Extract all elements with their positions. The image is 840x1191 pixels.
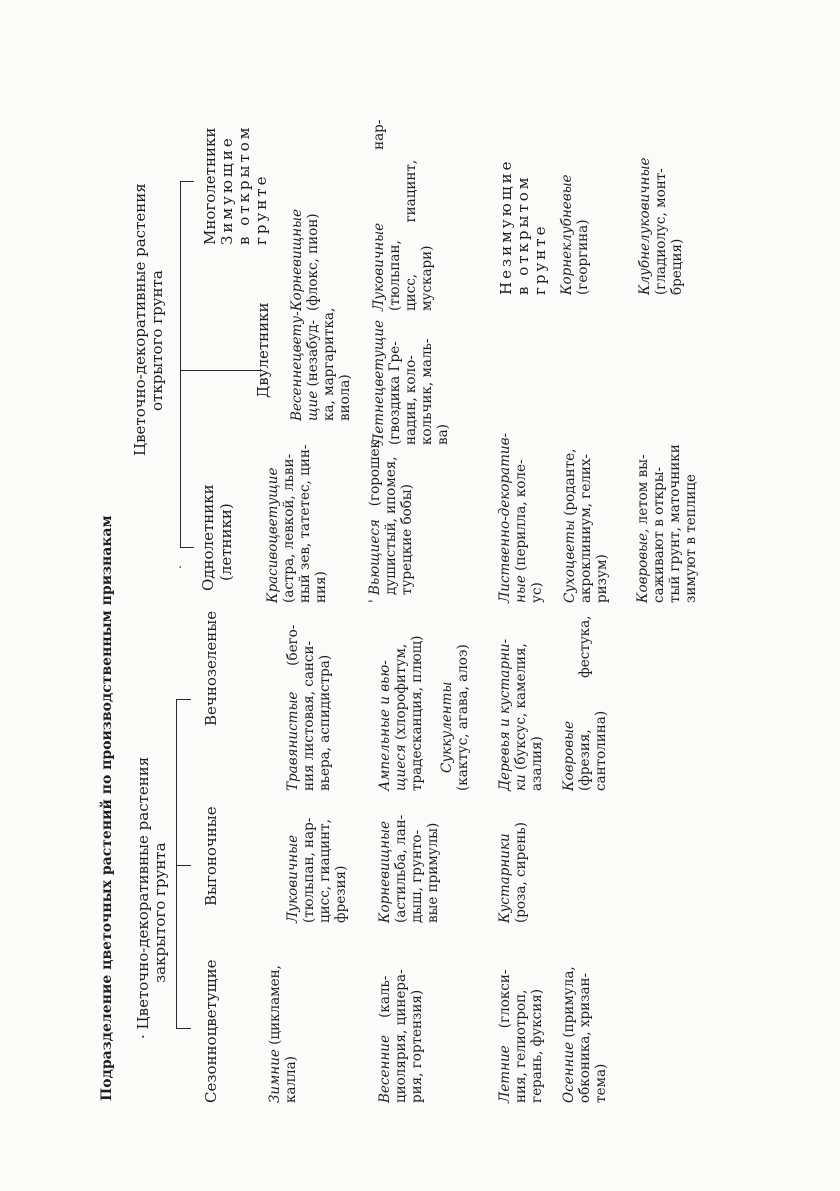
evergreen-ampel-type2: щиеся: [393, 744, 409, 791]
seasonal-spring-line3: рия, гортензия): [409, 989, 425, 1103]
biennials-summer-line3: надин, коло-: [403, 355, 419, 445]
perennials-rhizome-line1: [290, 209, 306, 311]
annuals-beautiful-line3: ный зев, татетес, цин-: [297, 444, 313, 603]
seasonal-winter-line1: [268, 965, 284, 1103]
quote-mark: ': [367, 594, 383, 603]
annuals-climbing-type: Вьющиеся: [367, 519, 383, 595]
bullet-mark: ·: [134, 1029, 152, 1039]
seasonal-autumn-line2: обконика, хризан-: [577, 972, 593, 1103]
evergreen-trees-type2: ки: [513, 774, 529, 791]
evergreen-herb-line1: [286, 625, 302, 791]
perennials-bulbotuberous-line2: (гладиолус, монт-: [653, 168, 669, 295]
annuals-climbing-line1: [368, 440, 384, 603]
seasonal-winter-type: Зимние: [267, 1049, 283, 1103]
biennials-summer-line2: (гвоздика Гре-: [387, 341, 403, 445]
perennials-rhizome-line2: (флокс, пион): [305, 213, 321, 311]
perennials-bulbous-l1: нар-: [371, 119, 387, 150]
perennials-bulbous-line2: (тюльпан,: [387, 240, 403, 311]
col-annuals-title: Однолетники: [199, 484, 217, 591]
evergreen-trees-line1: [498, 639, 514, 791]
annuals-foliage-l1: (перилла, коле-: [513, 459, 529, 571]
biennials-summer-line5: ва): [435, 424, 451, 445]
perennials-bulbous-l3: цисс,: [403, 273, 419, 311]
seasonal-summer-type: Летние: [497, 1045, 513, 1103]
evergreen-herb-line2: ния листовая, санси-: [301, 640, 317, 791]
evergreen-ampel-line2: [394, 644, 410, 791]
seasonal-summer-line1: [498, 970, 514, 1103]
closed-header-line1: Цветочно-декоративные растения: [134, 756, 152, 1030]
page-title: Подразделение цветочных растений по производственным признакам: [99, 515, 115, 1101]
perennials-bulbous-line3: [404, 160, 420, 311]
annuals-dried-type: Сухоцветы: [562, 520, 578, 603]
col-seasonal-title: Сезонноцветущие: [202, 959, 220, 1103]
annuals-carpet-line2: саживают в откры-: [651, 466, 667, 603]
biennials-spring-line3: ка, маргаритка,: [321, 307, 337, 421]
perennials-bulbotuberous-type: Клубнелуковичные: [637, 157, 653, 295]
evergreen-ampel-l1: (хлорофитум,: [393, 643, 409, 740]
perennials-bulbous-l3b: гиацинт,: [403, 159, 419, 223]
evergreen-trees-line3: азалия): [529, 736, 545, 791]
forcing-rhizome-line1: [378, 821, 394, 923]
evergreen-carpet-line1: [562, 721, 578, 791]
closed-bracket-tick: [176, 1028, 191, 1029]
evergreen-herb-type: Травянистые: [285, 691, 301, 791]
forcing-shrubs-type: Кустарники: [497, 833, 513, 923]
perennials-wintering-l2: в открытом: [235, 124, 253, 245]
perennials-bulbous-line4: мускари): [419, 245, 435, 311]
perennials-bulbotuberous-line3: бреция): [669, 238, 685, 295]
evergreen-trees-type: Деревья и кустарни-: [497, 638, 513, 791]
evergreen-herb-l1: (бего-: [285, 624, 301, 666]
perennials-wintering-l3: грунте: [252, 173, 270, 245]
open-bracket-line: [180, 181, 181, 548]
closed-bracket-tick: [176, 865, 191, 866]
seasonal-spring-l1: (каль-: [377, 975, 393, 1018]
seasonal-winter-l1: (цикламен,: [267, 965, 283, 1045]
annuals-beautiful-line4: ния): [313, 571, 329, 603]
perennials-bulbous-type: Луковичные: [371, 222, 387, 311]
annuals-carpet-l1: летом вы-: [635, 454, 651, 525]
col-perennials-title: Многолетники: [201, 127, 219, 245]
forcing-bulbous-line1: [286, 835, 302, 923]
forcing-rhizome-type: Корневищные: [377, 820, 393, 923]
annuals-dried-line1: [563, 449, 579, 603]
perennials-bulbous-line1: [372, 120, 388, 311]
biennials-spring-line1: [290, 311, 306, 421]
biennials-spring-type2: щие: [305, 390, 321, 421]
evergreen-succulents-line2: (кактус, агава, алоэ): [455, 644, 471, 791]
annuals-climbing-line3: турецкие бобы): [399, 484, 415, 595]
seasonal-winter-line2: калла): [283, 1056, 299, 1103]
col-annuals-subtitle: (летники): [217, 503, 235, 581]
evergreen-carpet-line3: сантолина): [593, 710, 609, 791]
annuals-foliage-line3: ус): [529, 582, 545, 603]
seasonal-summer-l1: (глокси-: [497, 969, 513, 1029]
annuals-beautiful-line1: [266, 468, 282, 603]
forcing-shrubs-line1: [498, 833, 514, 923]
perennials-rhizome-type: Корневищные: [289, 208, 305, 311]
annuals-climbing-l1: (горошек: [367, 440, 383, 507]
annuals-foliage-type2: ные: [513, 575, 529, 603]
closed-bracket-tick: [176, 699, 191, 700]
perennials-tuberous-line1: [560, 174, 576, 295]
evergreen-ampel-line1: [378, 660, 394, 791]
seasonal-autumn-type: Осенние: [561, 1041, 577, 1103]
forcing-shrubs-line2: (роза, сирень): [513, 822, 529, 923]
perennials-nonwintering-l2: в открытом: [514, 174, 532, 295]
annuals-foliage-line2: [514, 459, 530, 603]
annuals-carpet-type: Ковровые,: [635, 528, 651, 603]
forcing-bulbous-type: Луковичные: [285, 834, 301, 923]
forcing-rhizome-line4: вые примулы): [425, 822, 441, 923]
evergreen-carpet-line2: [578, 616, 594, 791]
open-dot: .: [170, 565, 184, 569]
biennials-summer-line1: [372, 320, 388, 445]
seasonal-summer-line3: герань, фуксия): [529, 989, 545, 1103]
evergreen-succulents-type: Суккуленты: [439, 681, 455, 773]
seasonal-autumn-line3: тема): [593, 1063, 609, 1103]
forcing-bulbous-line2: (тюльпан, нар-: [301, 817, 317, 923]
biennials-spring-type: Весеннецвету-: [289, 311, 305, 421]
seasonal-spring-line1: [378, 976, 394, 1103]
annuals-beautiful-type: Красивоцветущие: [265, 467, 281, 603]
perennials-bulbotuberous-line1: [638, 158, 654, 295]
forcing-bulbous-line4: фрезия): [333, 865, 349, 923]
col-forcing-title: Выгоночные: [202, 806, 220, 906]
annuals-dried-line3: ризум): [594, 554, 610, 603]
annuals-beautiful-line2: (астра, левкой, льви-: [281, 453, 297, 603]
open-bracket-tick: [180, 547, 194, 548]
evergreen-herb-line3: вьера, аспидистра): [317, 654, 333, 791]
seasonal-spring-line2: циолярия, цинера-: [393, 969, 409, 1103]
forcing-bulbous-line3: цисс, гиацинт,: [317, 819, 333, 923]
biennials-summer-type: Летнецветущие: [371, 319, 387, 445]
annuals-dried-line2: акроклиниум, гелих-: [578, 453, 594, 603]
annuals-foliage-line1: [498, 433, 514, 603]
seasonal-autumn-l1: (примула,: [561, 966, 577, 1038]
evergreen-carpet-l1b: фестука,: [577, 615, 593, 678]
biennials-spring-line2: [306, 320, 322, 421]
seasonal-summer-line2: ния, гелиотроп,: [513, 989, 529, 1103]
evergreen-succulents-line1: [440, 682, 456, 773]
annuals-carpet-line4: зимуют в теплице: [683, 474, 699, 603]
open-bracket-tick: [180, 181, 194, 182]
annuals-carpet-line1: [636, 454, 652, 603]
perennials-wintering-l1: Зимующие: [218, 135, 236, 245]
evergreen-carpet-l1: (фрезия,: [577, 729, 593, 791]
annuals-carpet-line3: тый грунт, маточники: [667, 444, 683, 603]
col-evergreen-title: Вечнозеленые: [202, 610, 220, 726]
perennials-nonwintering-l1: Незимующие: [497, 158, 515, 295]
open-ground-header: Цветочно-декоративные растения: [131, 183, 149, 456]
perennials-nonwintering-l3: грунте: [531, 223, 549, 295]
evergreen-trees-line2: [514, 643, 530, 791]
forcing-rhizome-line3: дыш, грунто-: [409, 829, 425, 923]
closed-bracket-line: [176, 699, 177, 1029]
evergreen-ampel-line3: традесканция, плющ): [409, 635, 425, 791]
forcing-rhizome-line2: (астильба, лан-: [393, 814, 409, 923]
evergreen-ampel-type: Ампельные и вью-: [377, 660, 393, 791]
evergreen-carpet-type: Ковровые: [561, 720, 577, 791]
annuals-climbing-line2: душистый, ипомея,: [383, 456, 399, 595]
annuals-foliage-type: Лиственно-декоратив-: [497, 433, 513, 603]
annuals-dried-l1: (роданте,: [562, 448, 578, 516]
open-bracket-tick: [180, 370, 262, 371]
seasonal-autumn-line1: [562, 966, 578, 1103]
closed-header-line2: закрытого грунта: [151, 842, 169, 983]
biennials-spring-l1: (незабуд-: [305, 319, 321, 387]
biennials-spring-line4: виола): [337, 374, 353, 421]
biennials-summer-line4: кольчик, маль-: [419, 338, 435, 445]
perennials-tuberous-line2: (георгина): [575, 219, 591, 295]
evergreen-trees-l1: (буксус, камелия,: [513, 643, 529, 770]
open-header-line2: открытого грунта: [148, 270, 166, 411]
closed-ground-header: [135, 757, 152, 1039]
col-biennials-title: Двулетники: [254, 302, 272, 398]
seasonal-spring-type: Весенние: [377, 1035, 393, 1103]
perennials-tuberous-type: Корнеклубневые: [559, 174, 575, 295]
